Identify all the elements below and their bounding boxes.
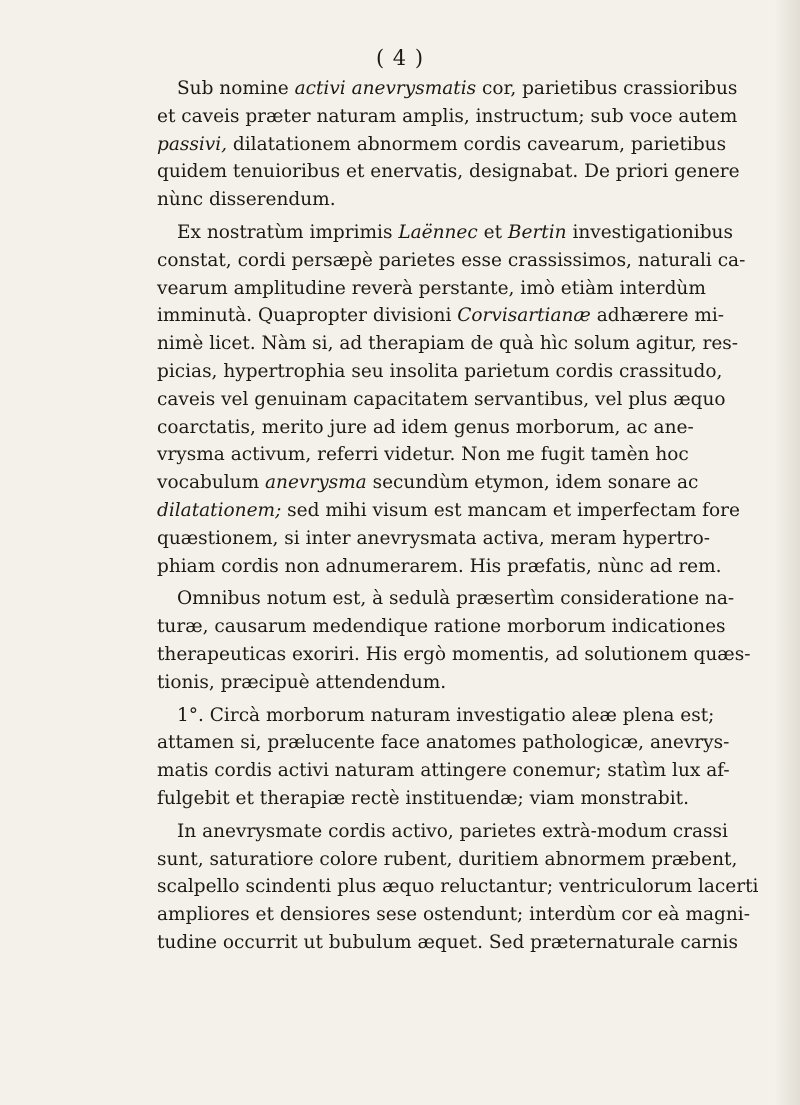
text-line: nimè licet. Nàm si, ad therapiam de quà hìc solum agitur, res-	[157, 333, 739, 355]
text-line: turæ, causarum medendique ratione morborum indicationes	[157, 616, 726, 638]
text-line: Ex nostratùm imprimis Laënnec et Bertin investigationibus	[177, 221, 733, 243]
text-line: coarctatis, merito jure ad idem genus morborum, ac ane-	[157, 416, 694, 438]
text-line: constat, cordi persæpè parietes esse crassissimos, naturali ca-	[157, 249, 746, 271]
text-line: Omnibus notum est, à sedulà præsertìm consideratione na-	[177, 588, 735, 610]
text-line: fulgebit et therapiæ rectè instituendæ; viam monstrabit.	[157, 787, 689, 809]
text-line: vocabulum anevrysma secundùm etymon, idem sonare ac	[157, 472, 699, 494]
text-line: tudine occurrit ut bubulum æquet. Sed præternaturale carnis	[157, 931, 738, 953]
text-line: ampliores et densiores sese ostendunt; interdùm cor eà magni-	[157, 904, 750, 926]
text-line: matis cordis activi naturam attingere conemur; statìm lux af-	[157, 760, 730, 782]
text-line: dilatationem; sed mihi visum est mancam et imperfectam fore	[157, 499, 740, 521]
text-line: nùnc disserendum.	[157, 189, 336, 211]
text-line: imminutà. Quapropter divisioni Corvisartianæ adhærere mi-	[157, 305, 725, 327]
text-line: Sub nomine activi anevrysmatis cor, parietibus crassioribus	[177, 78, 738, 99]
body-text	[157, 75, 759, 957]
text-line: 1°. Circà morborum naturam investigatio aleæ plena est;	[177, 704, 715, 726]
text-line: vrysma activum, referri videtur. Non me fugit tamèn hoc	[157, 444, 689, 466]
text-line: vearum amplitudine reverà perstante, imò etiàm interdùm	[157, 277, 706, 299]
text-line: tionis, præcipuè attendendum.	[157, 671, 447, 693]
text-line: quidem tenuioribus et enervatis, designabat. De priori genere	[157, 161, 740, 183]
text-line: scalpello scindenti plus æquo reluctantur; ventriculorum lacerti	[157, 876, 759, 898]
page-number: ( 4 )	[375, 46, 425, 70]
text-line: passivi, dilatationem abnormem cordis cavearum, parietibus	[157, 133, 727, 155]
text-line: caveis vel genuinam capacitatem servantibus, vel plus æquo	[157, 388, 726, 410]
text-line: picias, hypertrophia seu insolita parietum cordis crassitudo,	[157, 360, 723, 382]
text-line: In anevrysmate cordis activo, parietes extrà-modum crassi	[177, 820, 728, 842]
text-line: sunt, saturatiore colore rubent, duritiem abnormem præbent,	[157, 848, 738, 870]
text-line: therapeuticas exoriri. His ergò momentis, ad solutionem quæs-	[157, 643, 751, 665]
text-line: quæstionem, si inter anevrysmata activa, meram hypertro-	[157, 527, 711, 549]
text-line: et caveis præter naturam amplis, instructum; sub voce autem	[157, 105, 738, 127]
text-line: attamen si, prælucente face anatomes pathologicæ, anevrys-	[157, 732, 730, 754]
text-line: phiam cordis non adnumerarem. His præfatis, nùnc ad rem.	[157, 555, 722, 577]
page-edge-shadow	[774, 0, 800, 1105]
